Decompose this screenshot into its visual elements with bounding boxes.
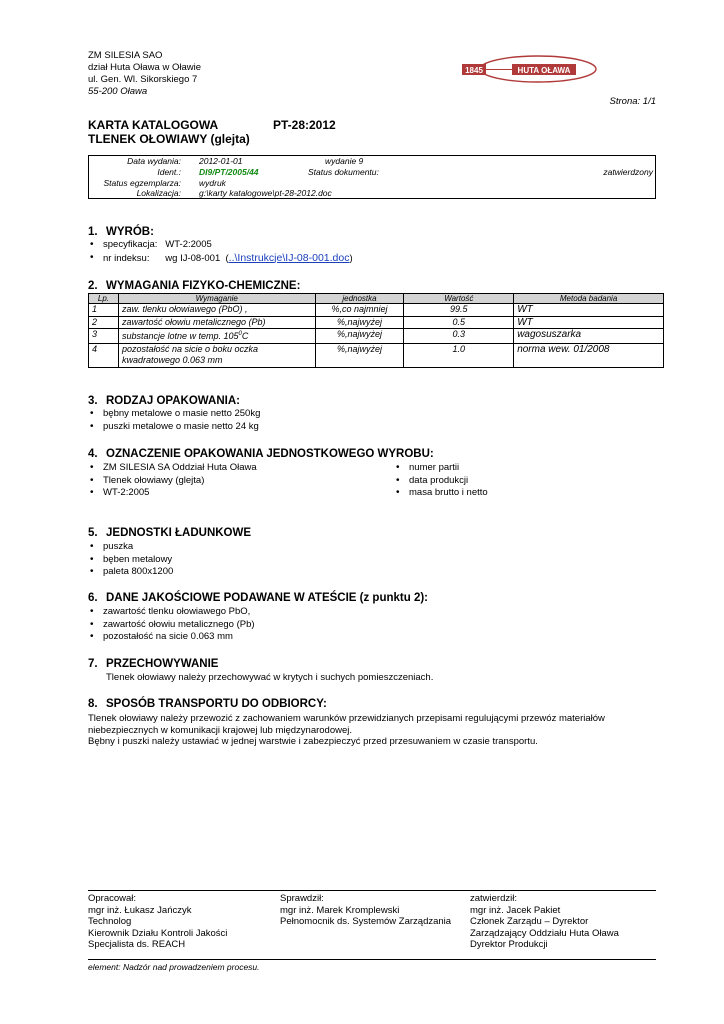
list-item: • data produkcji (394, 475, 488, 488)
section-4-list-left (88, 462, 257, 500)
list-item: • zawartość tlenku ołowiawego PbO, (88, 606, 255, 619)
section-4-heading: 4. OZNACZENIE OPAKOWANIA JEDNOSTKOWEGO WYROBU: (88, 448, 434, 460)
section-8-heading: 8. SPOSÓB TRANSPORTU DO ODBIORCY: (88, 698, 327, 710)
company-street: ul. Gen. Wl. Sikorskiego 7 (88, 74, 198, 85)
storage-text: Tlenek ołowiawy należy przechowywać w krytych i suchych pomieszczeniach. (106, 672, 434, 683)
list-item: • paleta 800x1200 (88, 566, 173, 579)
signature-bottom-rule (88, 959, 656, 960)
col-requirement: Wymaganie (118, 294, 315, 304)
col-value: Wartość (404, 294, 514, 304)
location-label: Lokalizacja: (136, 188, 181, 198)
company-postal: 55-200 Oława (88, 86, 148, 97)
section-7-heading: 7. PRZECHOWYWANIE (88, 658, 219, 670)
spec-item: • specyfikacja: WT-2:2005 (88, 239, 353, 252)
location-value: g:\karty katalogowe\pt-28-2012.doc (199, 188, 332, 198)
page-number: Strona: 1/1 (609, 96, 656, 107)
company-name: ZM SILESIA SAO (88, 50, 163, 61)
huta-olawa-logo (460, 54, 610, 84)
list-item: • zawartość ołowiu metalicznego (Pb) (88, 619, 255, 632)
list-item: • ZM SILESIA SA Oddział Huta Oława (88, 462, 257, 475)
footer-note: element: Nadzór nad prowadzeniem procesu. (88, 962, 260, 972)
table-header-row (89, 294, 664, 304)
section-5-heading: 5. JEDNOSTKI ŁADUNKOWE (88, 527, 252, 539)
requirements-table (88, 293, 664, 368)
copy-value: wydruk (199, 178, 226, 188)
list-item: • puszka (88, 541, 173, 554)
list-item: • Tlenek ołowiawy (glejta) (88, 475, 257, 488)
list-item: • puszki metalowe o masie netto 24 kg (88, 421, 260, 434)
metadata-box (88, 155, 656, 199)
status-doc-value: zatwierdzony (603, 167, 653, 177)
section-2-heading: 2. WYMAGANIA FIZYKO-CHEMICZNE: (88, 280, 301, 292)
signature-top-rule (88, 890, 656, 891)
logo-name: HUTA OŁAWA (517, 66, 571, 75)
section-3-heading: 3. RODZAJ OPAKOWANIA: (88, 395, 240, 407)
document-title (88, 118, 336, 146)
logo-year: 1845 (465, 66, 483, 75)
list-item: • pozostałość na sicie 0.063 mm (88, 631, 255, 644)
transport-text: Tlenek ołowiawy należy przewozić z zachowaniem warunków przewidzianych przepisami regulującymi przewóz materiałów niebezpiecznych w komunikacji krajowej lub międzynarodowej. Bębny i puszki należy ustawiać w jednej warstwie i zabezpieczyć przed przesuwaniem w czasie transportu. (88, 713, 605, 747)
section-1-list (88, 239, 353, 265)
section-6-heading: 6. DANE JAKOŚCIOWE PODAWANE W ATEŚCIE (z punktu 2): (88, 592, 429, 604)
title-line2: TLENEK OŁOWIAWY (glejta) (88, 132, 250, 146)
status-doc-label: Status dokumentu: (308, 167, 379, 177)
document-code: PT-28:2012 (273, 118, 336, 132)
ident-label: Ident.: (157, 167, 181, 177)
list-item: • WT-2:2005 (88, 487, 257, 500)
title-line1: KARTA KATALOGOWA (88, 118, 219, 132)
company-division: dział Huta Oława w Oławie (88, 62, 201, 73)
approved-by: zatwierdził: mgr inż. Jacek Pakiet Członek Zarządu – Dyrektor Zarządzający Oddziału Huta Oława Dyrektor Produkcji (470, 893, 619, 950)
col-unit: jednostka (315, 294, 404, 304)
list-item: • masa brutto i netto (394, 487, 488, 500)
company-address (88, 50, 201, 98)
table-row: 3 substancje lotne w temp. $105^0C$ %,najwyżej 0.3 wagosuszarka (89, 329, 664, 344)
instruction-link[interactable]: ..\Instrukcje\IJ-08-001.doc (228, 251, 350, 264)
edition: wydanie 9 (325, 156, 364, 166)
list-item: • numer partii (394, 462, 488, 475)
prepared-by: Opracował: mgr inż. Łukasz Jańczyk Technolog Kierownik Działu Kontroli Jakości Specjalista ds. REACH (88, 893, 228, 950)
date-value: 2012-01-01 (199, 156, 243, 166)
col-method: Metoda badania (514, 294, 664, 304)
table-row: 4 pozostałość na sicie o boku oczka kwadratowego 0.063 mm %,najwyżej 1.0 norma wew. 01/2008 (89, 343, 664, 367)
col-lp: Lp. (89, 294, 119, 304)
index-item: • nr indeksu: wg IJ-08-001 (..\Instrukcje\IJ-08-001.doc) (88, 252, 353, 266)
date-label: Data wydania: (127, 156, 181, 166)
ident-value: DI9/PT/2005/44 (199, 167, 259, 177)
table-row: 1 zaw. tlenku ołowiawego (PbO) , %,co najmniej 99.5 WT (89, 304, 664, 317)
list-item: • bęben metalowy (88, 554, 173, 567)
list-item: • bębny metalowe o masie netto 250kg (88, 408, 260, 421)
section-1-heading: 1. WYRÓB: (88, 226, 154, 238)
copy-label: Status egzemplarza: (103, 178, 181, 188)
checked-by: Sprawdził: mgr inż. Marek Kromplewski Pełnomocnik ds. Systemów Zarządzania (280, 893, 452, 927)
section-5-list (88, 541, 173, 579)
section-3-list (88, 408, 260, 433)
section-4-list-right (394, 462, 488, 500)
table-row: 2 zawartość ołowiu metalicznego (Pb) %,najwyżej 0.5 WT (89, 316, 664, 329)
section-6-list (88, 606, 255, 644)
